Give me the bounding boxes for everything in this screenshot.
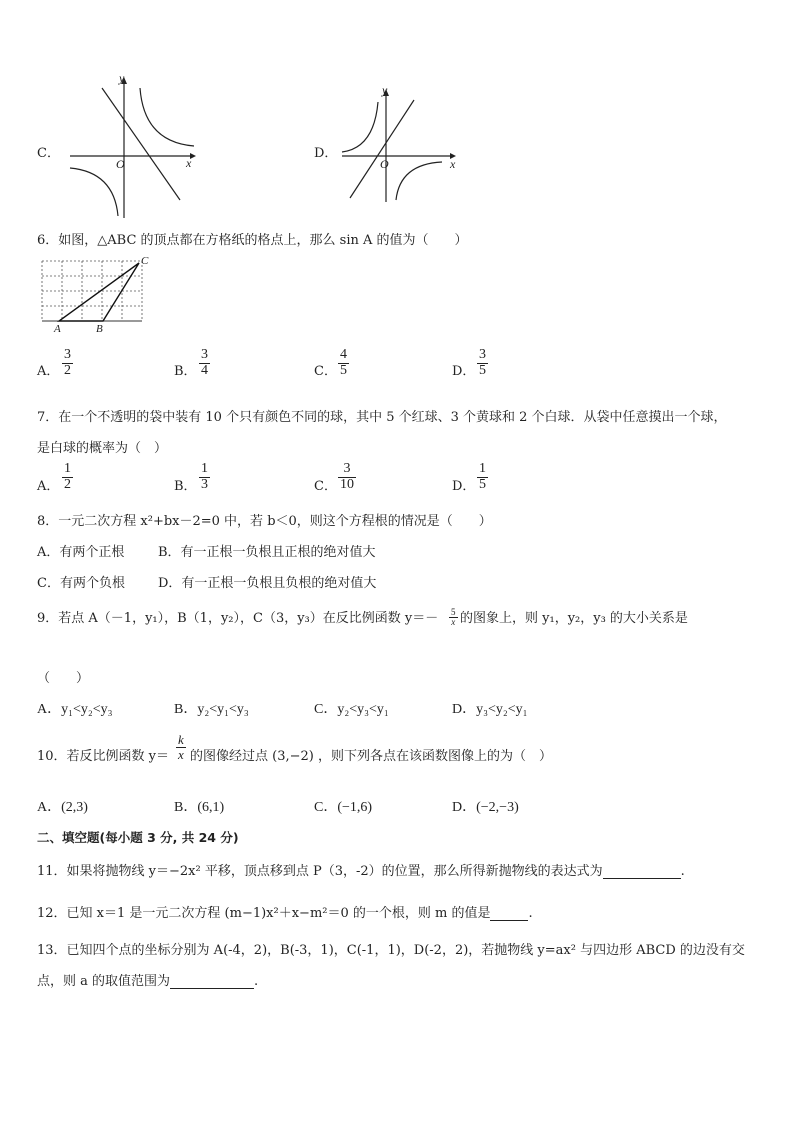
y-axis-label: y <box>382 83 388 97</box>
q8-option-d: D．有一正根一负根且负根的绝对值大 <box>158 576 377 591</box>
hyperbola-branch-q2 <box>342 102 378 152</box>
option-d-label: D． <box>314 146 338 161</box>
q6-option-c-label: C． <box>314 364 337 379</box>
question-8-text: 8．一元二次方程 x²+bx－2=0 中，若 b＜0，则这个方程根的情况是（ ） <box>37 514 492 529</box>
question-9-text-before: 9．若点 A（－1，y₁），B（1，y₂），C（3，y₃）在反比例函数 y＝－ <box>37 611 439 626</box>
q9-option-d: D．y₃<y₂<y₁ <box>452 702 528 717</box>
hyperbola-branch-q4 <box>396 162 442 200</box>
q7-option-b-fraction: 1 3 <box>201 461 208 492</box>
q8-option-b: B．有一正根一负根且正根的绝对值大 <box>158 545 376 560</box>
vertex-a-label: A <box>54 323 61 334</box>
q6-grid-figure <box>36 254 156 334</box>
section-2-heading: 二、填空题(每小题 3 分, 共 24 分) <box>37 830 239 845</box>
q10-option-a: A．(2,3) <box>37 800 88 815</box>
question-9-text-after: 的图象上，则 y₁，y₂，y₃ 的大小关系是 <box>460 611 688 626</box>
q9-option-c: C．y₂<y₃<y₁ <box>314 702 389 717</box>
q6-option-b-fraction: 3 4 <box>201 347 208 378</box>
q10-fraction: k x <box>178 732 184 762</box>
q7-option-c-fraction: 3 10 <box>340 461 354 492</box>
q6-option-a-fraction: 3 2 <box>64 347 71 378</box>
vertex-b-label: B <box>96 323 103 334</box>
q7-option-a-fraction: 1 2 <box>64 461 71 492</box>
q6-option-d-fraction: 3 5 <box>479 347 486 378</box>
origin-label: O <box>380 157 389 171</box>
q6-option-b-label: B． <box>174 364 197 379</box>
q10-option-c: C．(−1,6) <box>314 800 373 815</box>
origin-label: O <box>116 157 125 171</box>
question-6-text: 6．如图，△ABC 的顶点都在方格纸的格点上，那么 sin A 的值为（ ） <box>37 233 468 248</box>
question-12-text: 12．已知 x＝1 是一元二次方程 (m−1)x²＋x−m²＝0 的一个根，则 m 的值是 . <box>37 906 533 921</box>
q6-option-a-label: A． <box>37 364 60 379</box>
graph-c <box>62 72 202 220</box>
question-10-prefix: 10．若反比例函数 y＝ <box>37 749 170 764</box>
y-axis-label: y <box>119 72 125 85</box>
q8-option-c: C．有两个负根 <box>37 576 125 591</box>
q9-option-b: B．y₂<y₁<y₃ <box>174 702 249 717</box>
x-axis-label: x <box>186 156 192 170</box>
hyperbola-branch-q1 <box>140 88 194 146</box>
q10-option-d: D．(−2,−3) <box>452 800 519 815</box>
x-axis-label: x <box>450 157 456 171</box>
q10-option-b: B．(6,1) <box>174 800 225 815</box>
q7-option-b-label: B． <box>174 479 197 494</box>
q6-option-d-label: D． <box>452 364 476 379</box>
grid-lines <box>42 261 142 321</box>
triangle-abc <box>59 263 139 321</box>
q8-option-a: A．有两个正根 <box>37 545 125 560</box>
graph-d <box>338 82 464 204</box>
option-c-label: C． <box>37 146 60 161</box>
question-13-line-2: 点，则 a 的取值范围为 . <box>37 974 259 989</box>
q7-option-a-label: A． <box>37 479 60 494</box>
q13-answer-blank[interactable] <box>170 974 254 989</box>
question-7-line-1: 7．在一个不透明的袋中装有 10 个只有颜色不同的球，其中 5 个红球、3 个黄球和 2 个白球．从袋中任意摸出一个球， <box>37 410 727 425</box>
q12-answer-blank[interactable] <box>490 906 528 921</box>
question-10-middle: 的图像经过点 (3,−2) ，则下列各点在该函数图像上的为（ ） <box>190 749 552 764</box>
q11-answer-blank[interactable] <box>603 864 681 879</box>
linear-function-line <box>102 88 180 200</box>
question-13-line-1: 13．已知四个点的坐标分别为 A(-4，2)，B(-3，1)，C(-1，1)，D(-2，2)，若抛物线 y=ax² 与四边形 ABCD 的边没有交 <box>37 943 745 958</box>
question-11-text: 11．如果将抛物线 y＝−2x² 平移，顶点移到点 P（3，-2）的位置，那么所得新抛物线的表达式为 . <box>37 864 685 879</box>
q7-option-d-fraction: 1 5 <box>479 461 486 492</box>
question-9-paren: （ ） <box>37 671 90 686</box>
hyperbola-branch-q3 <box>70 168 118 216</box>
q6-option-c-fraction: 4 5 <box>340 347 347 378</box>
q7-option-d-label: D． <box>452 479 476 494</box>
question-7-line-2: 是白球的概率为（ ） <box>37 441 168 456</box>
linear-function-line <box>350 100 414 198</box>
vertex-c-label: C <box>141 255 149 267</box>
q9-option-a: A．y₁<y₂<y₃ <box>37 702 113 717</box>
q9-fraction: 5 x <box>451 607 456 628</box>
q7-option-c-label: C． <box>314 479 337 494</box>
